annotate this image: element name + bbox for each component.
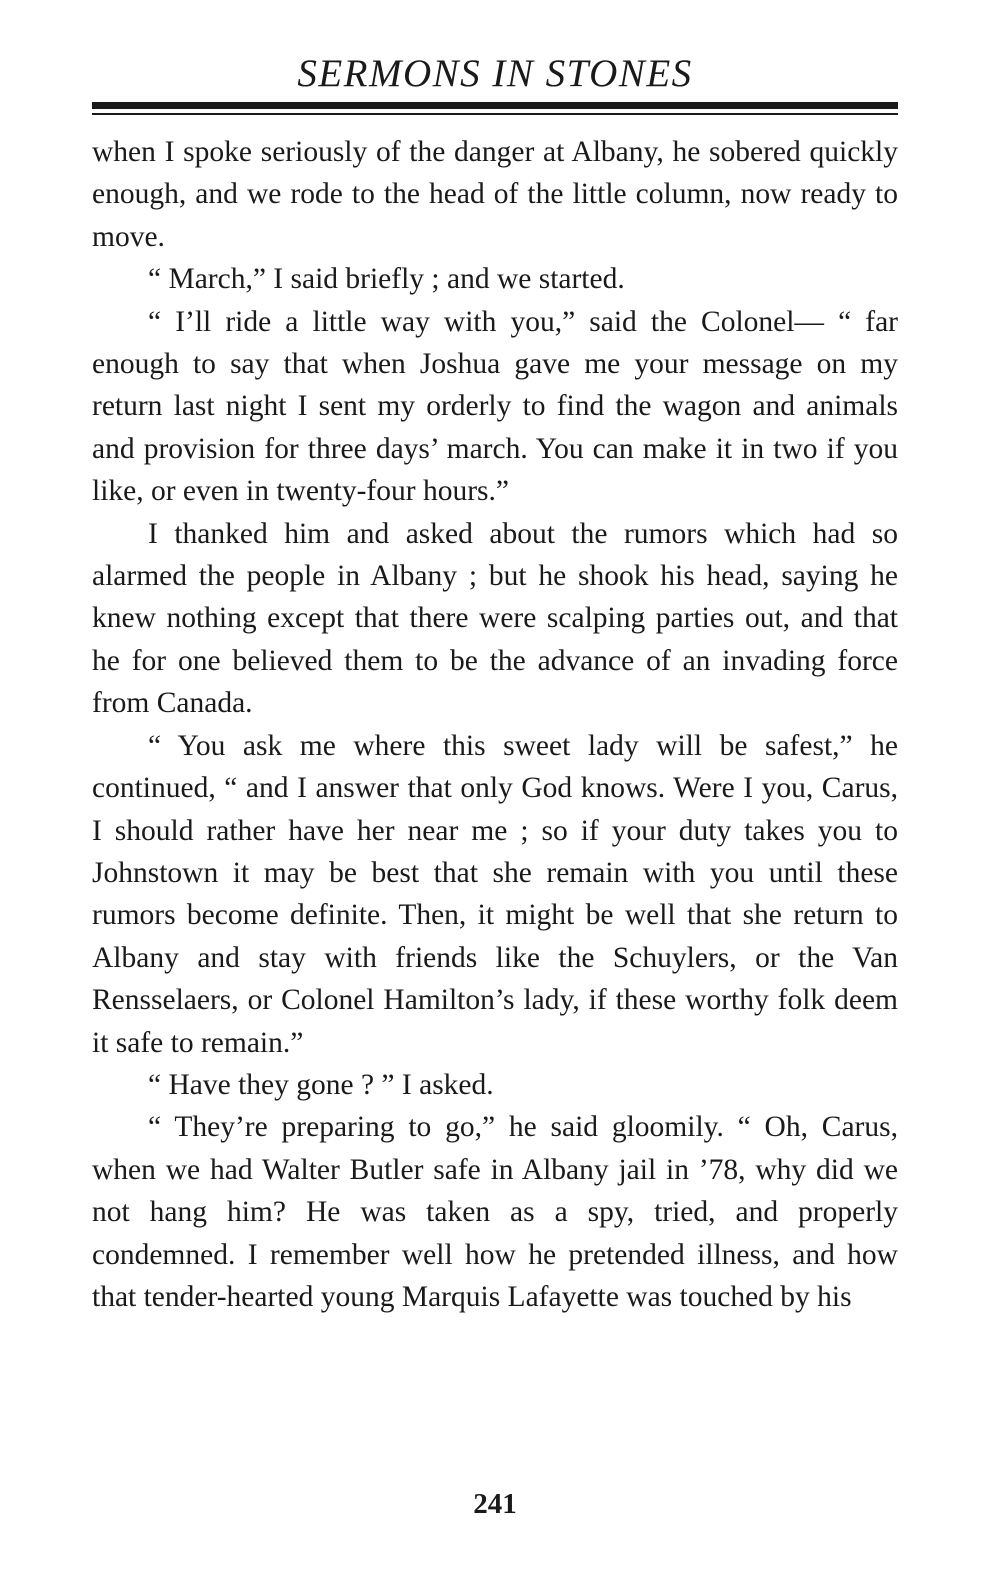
header-rule-thin bbox=[92, 113, 898, 115]
paragraph: I thanked him and asked about the rumors which had so alarmed the people in Albany ; but he shook his head, saying he knew nothing except that there were scalping parties out, and that he for one believed them to be the advance of an invading force from Canada. bbox=[92, 517, 898, 720]
body-text bbox=[92, 131, 898, 1318]
paragraph-continuation: when I spoke seriously of the danger at Albany, he sobered quickly enough, and we rode to the head of the little column, now ready to move. bbox=[92, 136, 898, 253]
book-page bbox=[92, 48, 898, 1520]
paragraph: “ You ask me where this sweet lady will be safest,” he continued, “ and I answer that only God knows. Were I you, Carus, I should rather have her near me ; so if your duty takes you to Johnstown it may be best that she remain with you until these rumors become definite. Then, it might be well that she return to Albany and stay with friends like the Schuylers, or the Van Rensselaers, or Colonel Hamilton’s lady, if these worthy folk deem it safe to remain.” bbox=[92, 729, 898, 1059]
paragraph: “ March,” I said briefly ; and we started. bbox=[148, 263, 625, 296]
paragraph: “ They’re preparing to go,” he said gloomily. “ Oh, Carus, when we had Walter Butler safe in Albany jail in ’78, why did we not hang him? He was taken as a spy, tried, and properly condemned. I remember well how he pretended illness, and how that tender-hearted young Marquis Lafayette was touched by his bbox=[92, 1111, 898, 1313]
page-number: 241 bbox=[473, 1488, 517, 1520]
paragraph: “ Have they gone ? ” I asked. bbox=[148, 1068, 494, 1101]
running-head: SERMONS IN STONES bbox=[297, 52, 693, 95]
paragraph: “ I’ll ride a little way with you,” said the Colonel— “ far enough to say that when Joshua gave me your message on my return last night I sent my orderly to find the wagon and animals and provision for three days’ march. You can make it in two if you like, or even in twenty-four hours.” bbox=[92, 305, 898, 508]
header-rule-thick bbox=[92, 102, 898, 109]
